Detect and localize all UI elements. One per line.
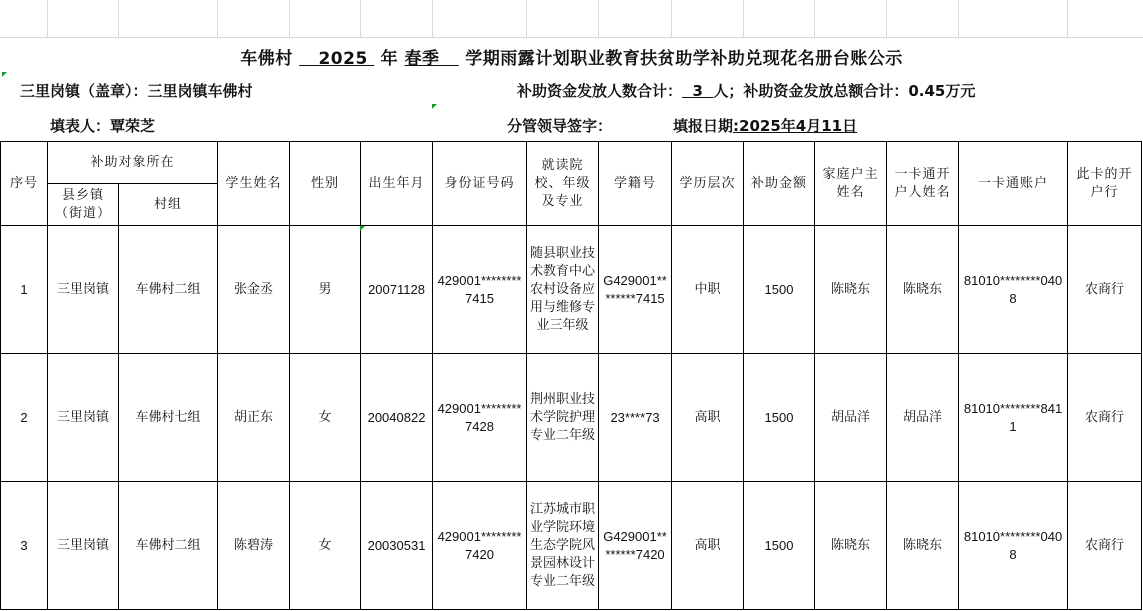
leader-sign: 分管领导签字：	[507, 117, 613, 135]
cell-group: 车佛村七组	[119, 354, 218, 482]
cell-id: 429001********7415	[433, 226, 527, 354]
cell-head: 陈晓东	[815, 482, 887, 610]
header-card-holder: 一卡通开户人姓名	[887, 142, 959, 226]
cell-town: 三里岗镇	[48, 354, 119, 482]
header-seq: 序号	[1, 142, 48, 226]
cell-amount: 1500	[744, 354, 815, 482]
date-label: 填报日期	[673, 117, 734, 135]
report-date	[673, 115, 857, 136]
table-row	[1, 482, 1142, 610]
cell-level: 高职	[672, 482, 744, 610]
cell-bank: 农商行	[1068, 226, 1142, 354]
cell-group: 车佛村二组	[119, 226, 218, 354]
cell-id: 429001********7420	[433, 482, 527, 610]
cell-school: 江苏城市职业学院环境生态学院风景园林设计专业二年级	[527, 482, 599, 610]
header-birth: 出生年月	[361, 142, 433, 226]
comment-marker[interactable]	[360, 226, 365, 231]
cell-student-no: G429001********7415	[599, 226, 672, 354]
cell-gender: 女	[290, 354, 361, 482]
cell-bank: 农商行	[1068, 482, 1142, 610]
cell-gender: 男	[290, 226, 361, 354]
count-unit: 人；补助资金发放总额合计：0.45万元	[713, 82, 976, 100]
header-village-group: 村组	[119, 184, 218, 226]
header-town: 县乡镇（街道）	[48, 184, 119, 226]
cell-head: 胡品洋	[815, 354, 887, 482]
cell-birth: 20071128	[361, 226, 433, 354]
filler: 填表人：覃荣芝	[50, 117, 156, 135]
cell-seq: 1	[1, 226, 48, 354]
header-level: 学历层次	[672, 142, 744, 226]
comment-marker[interactable]	[2, 72, 7, 77]
header-head: 家庭户主姓名	[815, 142, 887, 226]
funding-summary	[517, 80, 975, 101]
sheet-gridlines	[0, 0, 1143, 38]
count-label: 补助资金发放人数合计：	[517, 82, 683, 100]
town-seal: 三里岗镇（盖章）：三里岗镇车佛村	[20, 82, 253, 100]
cell-name: 陈碧涛	[218, 482, 290, 610]
cell-birth: 20040822	[361, 354, 433, 482]
cell-level: 中职	[672, 226, 744, 354]
header-bank: 此卡的开户行	[1068, 142, 1142, 226]
table-row	[1, 226, 1142, 354]
count-value: 3	[692, 82, 703, 100]
title-village: 车佛村	[240, 49, 293, 69]
cell-gender: 女	[290, 482, 361, 610]
cell-town: 三里岗镇	[48, 482, 119, 610]
cell-school: 荆州职业技术学院护理专业二年级	[527, 354, 599, 482]
header-gender: 性别	[290, 142, 361, 226]
table-row	[1, 354, 1142, 482]
cell-birth: 20030531	[361, 482, 433, 610]
cell-card-holder: 陈晓东	[887, 482, 959, 610]
cell-student-no: G429001********7420	[599, 482, 672, 610]
title-term: 春季	[404, 49, 440, 69]
title-rest: 学期雨露计划职业教育扶贫助学补助兑现花名册台账公示	[465, 49, 903, 69]
title-year-suffix: 年	[380, 49, 399, 69]
cell-seq: 3	[1, 482, 48, 610]
cell-name: 胡正东	[218, 354, 290, 482]
cell-card-holder: 胡品洋	[887, 354, 959, 482]
cell-head: 陈晓东	[815, 226, 887, 354]
cell-level: 高职	[672, 354, 744, 482]
header-amount: 补助金额	[744, 142, 815, 226]
page-title	[0, 44, 1143, 69]
header-card-no: 一卡通账户	[959, 142, 1068, 226]
header-school: 就读院校、年级及专业	[527, 142, 599, 226]
header-student-no: 学籍号	[599, 142, 672, 226]
header-id: 身份证号码	[433, 142, 527, 226]
header-group: 补助对象所在	[48, 142, 218, 184]
cell-town: 三里岗镇	[48, 226, 119, 354]
comment-marker[interactable]	[432, 104, 437, 109]
cell-amount: 1500	[744, 226, 815, 354]
cell-student-no: 23****73	[599, 354, 672, 482]
cell-bank: 农商行	[1068, 354, 1142, 482]
cell-school: 随县职业技术教育中心农村设备应用与维修专业三年级	[527, 226, 599, 354]
subsidy-table	[0, 141, 1142, 610]
cell-name: 张金丞	[218, 226, 290, 354]
cell-amount: 1500	[744, 482, 815, 610]
cell-card-no: 81010********0408	[959, 226, 1068, 354]
cell-card-holder: 陈晓东	[887, 226, 959, 354]
cell-id: 429001********7428	[433, 354, 527, 482]
cell-card-no: 81010********8411	[959, 354, 1068, 482]
header-name: 学生姓名	[218, 142, 290, 226]
cell-group: 车佛村二组	[119, 482, 218, 610]
cell-card-no: 81010********0408	[959, 482, 1068, 610]
cell-seq: 2	[1, 354, 48, 482]
title-year: 2025	[318, 49, 368, 69]
date-value: :2025年4月11日	[733, 117, 858, 135]
